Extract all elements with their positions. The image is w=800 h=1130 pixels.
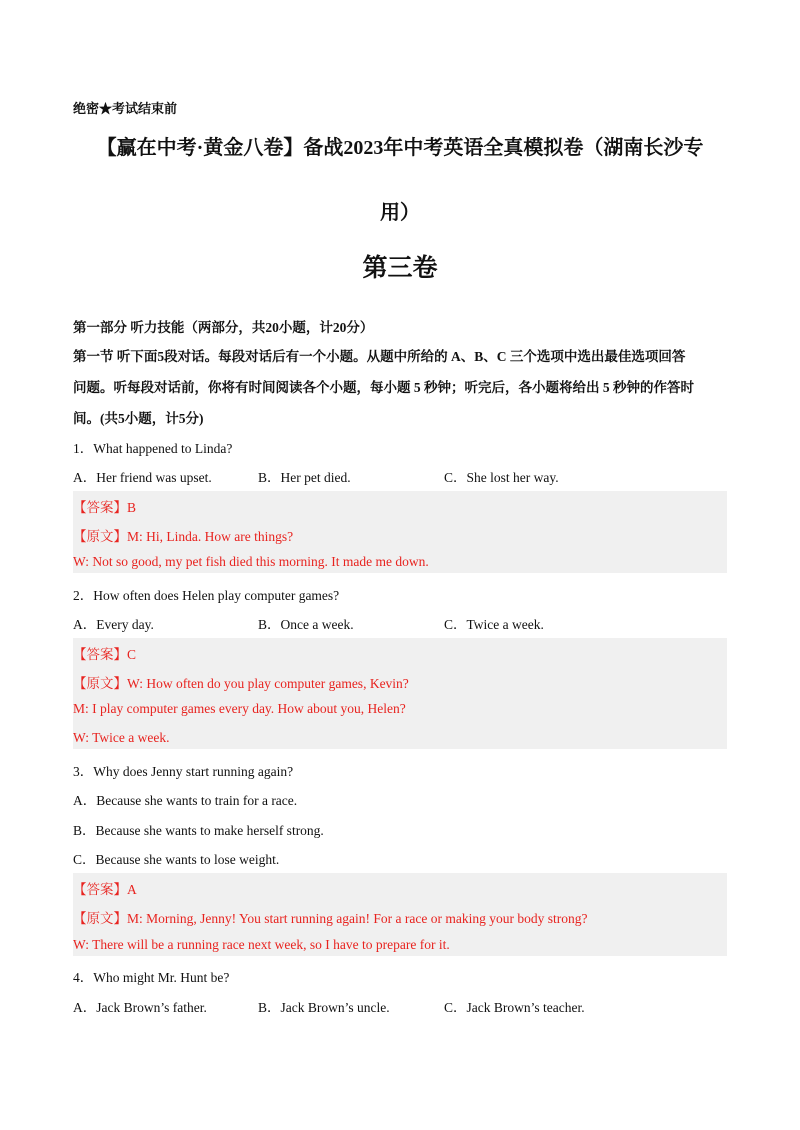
section1-instructions-line2: 问题。听每段对话前，你将有时间阅读各个小题，每小题 5 秒钟；听完后，各小题将给出 5 秒钟的作答时 — [73, 380, 694, 395]
question-1-transcript-line1: 【原文】M: Hi, Linda. How are things? — [73, 529, 294, 544]
question-4-stem: 4．Who might Mr. Hunt be? — [73, 970, 230, 985]
exam-title-line1: 【赢在中考·黄金八卷】备战2023年中考英语全真模拟卷（湖南长沙专 — [96, 137, 704, 159]
question-2-option-b: B．Once a week. — [258, 617, 354, 632]
exam-title-line2: 用） — [380, 202, 420, 224]
question-3-option-b: B．Because she wants to make herself strong. — [73, 823, 324, 838]
answer-box-2 — [73, 638, 727, 749]
question-1-stem: 1．What happened to Linda? — [73, 441, 233, 456]
question-3-option-a: A．Because she wants to train for a race. — [73, 793, 298, 808]
question-3-transcript-line2: W: There will be a running race next week, so I have to prepare for it. — [73, 937, 450, 952]
section1-instructions-line1: 第一节 听下面5段对话。每段对话后有一个小题。从题中所给的 A、B、C 三个选项中选出最佳选项回答 — [73, 349, 686, 364]
question-2-transcript-line3: W: Twice a week. — [73, 730, 170, 745]
part1-heading: 第一部分 听力技能（两部分，共20小题，计20分） — [73, 320, 374, 335]
question-3-option-c: C．Because she wants to lose weight. — [73, 852, 280, 867]
section1-instructions-line3: 间。(共5小题，计5分) — [73, 411, 204, 426]
question-4-option-c: C．Jack Brown’s teacher. — [444, 1000, 585, 1015]
question-1-transcript-line2: W: Not so good, my pet fish died this morning. It made me down. — [73, 554, 429, 569]
question-1-option-b: B．Her pet died. — [258, 470, 351, 485]
question-3-stem: 3．Why does Jenny start running again? — [73, 764, 294, 779]
question-1-option-c: C．She lost her way. — [444, 470, 559, 485]
question-4-option-b: B．Jack Brown’s uncle. — [258, 1000, 390, 1015]
secret-label: 绝密★考试结束前 — [73, 101, 178, 116]
question-2-stem: 2．How often does Helen play computer games? — [73, 588, 340, 603]
question-1-option-a: A．Her friend was upset. — [73, 470, 212, 485]
question-3-answer: 【答案】A — [73, 882, 137, 897]
question-1-answer: 【答案】B — [73, 500, 137, 515]
question-4-option-a: A．Jack Brown’s father. — [73, 1000, 207, 1015]
volume-title: 第三卷 — [362, 255, 438, 282]
question-2-transcript-line2: M: I play computer games every day. How about you, Helen? — [73, 701, 406, 716]
question-2-option-c: C．Twice a week. — [444, 617, 544, 632]
question-3-transcript-line1: 【原文】M: Morning, Jenny! You start running again! For a race or making your body strong? — [73, 911, 588, 926]
question-2-answer: 【答案】C — [73, 647, 137, 662]
question-2-option-a: A．Every day. — [73, 617, 154, 632]
question-2-transcript-line1: 【原文】W: How often do you play computer games, Kevin? — [73, 676, 409, 691]
